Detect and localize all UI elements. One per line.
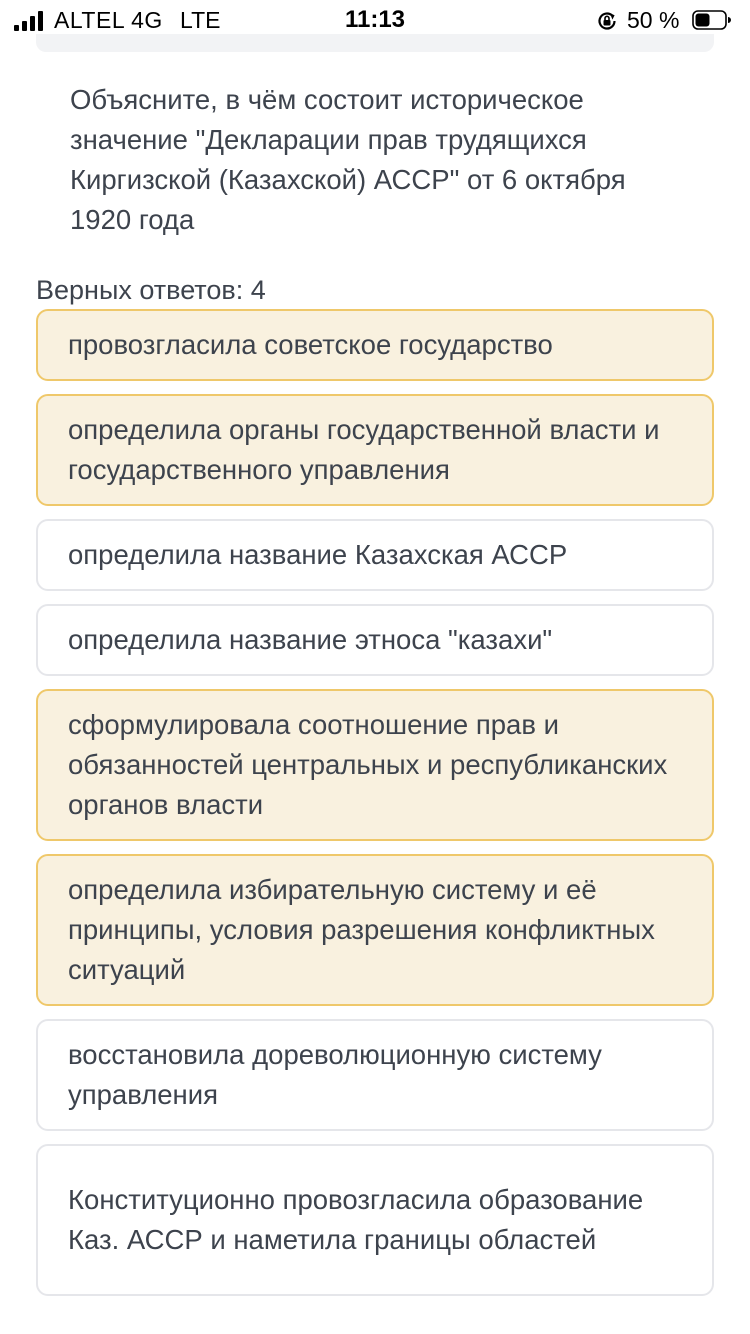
answer-option[interactable] — [36, 689, 714, 841]
answer-option-label: восстановила дореволюционную систему управления — [68, 1039, 602, 1110]
answer-option[interactable] — [36, 854, 714, 1006]
battery-icon — [692, 10, 732, 30]
answer-option[interactable] — [36, 1019, 714, 1131]
correct-answers-count: Верных ответов: 4 — [36, 275, 266, 305]
battery-percent: 50 % — [627, 7, 680, 33]
answer-option[interactable] — [36, 1144, 714, 1296]
answer-option-label: определила органы государственной власти и государственного управления — [68, 414, 660, 485]
answer-option[interactable] — [36, 604, 714, 676]
previous-card-edge — [36, 34, 714, 52]
answer-option[interactable] — [36, 519, 714, 591]
answer-option-label: определила избирательную систему и её принципы, условия разрешения конфликтных ситуаций — [68, 874, 655, 985]
answer-option-label: провозгласила советское государство — [68, 329, 553, 360]
answer-option-label: Конституционно провозгласила образование Каз. АССР и наметила границы областей — [68, 1184, 644, 1255]
answer-option[interactable] — [36, 394, 714, 506]
question-text: Объясните, в чём состоит историческое значение "Декларации прав трудящихся Киргизской (Казахской) АССР" от 6 октября 1920 года — [70, 84, 626, 235]
orientation-lock-icon — [596, 10, 618, 32]
network-type: LTE — [180, 7, 221, 33]
status-time: 11:13 — [344, 6, 406, 33]
answer-option[interactable] — [36, 309, 714, 381]
answer-options-list — [36, 309, 714, 1309]
answer-option-label: определила название Казахская АССР — [68, 539, 568, 570]
carrier-name: ALTEL 4G — [54, 7, 163, 33]
answer-option-label: сформулировала соотношение прав и обязанностей центральных и республиканских органов власти — [68, 709, 668, 820]
answer-option-label: определила название этноса "казахи" — [68, 624, 553, 655]
